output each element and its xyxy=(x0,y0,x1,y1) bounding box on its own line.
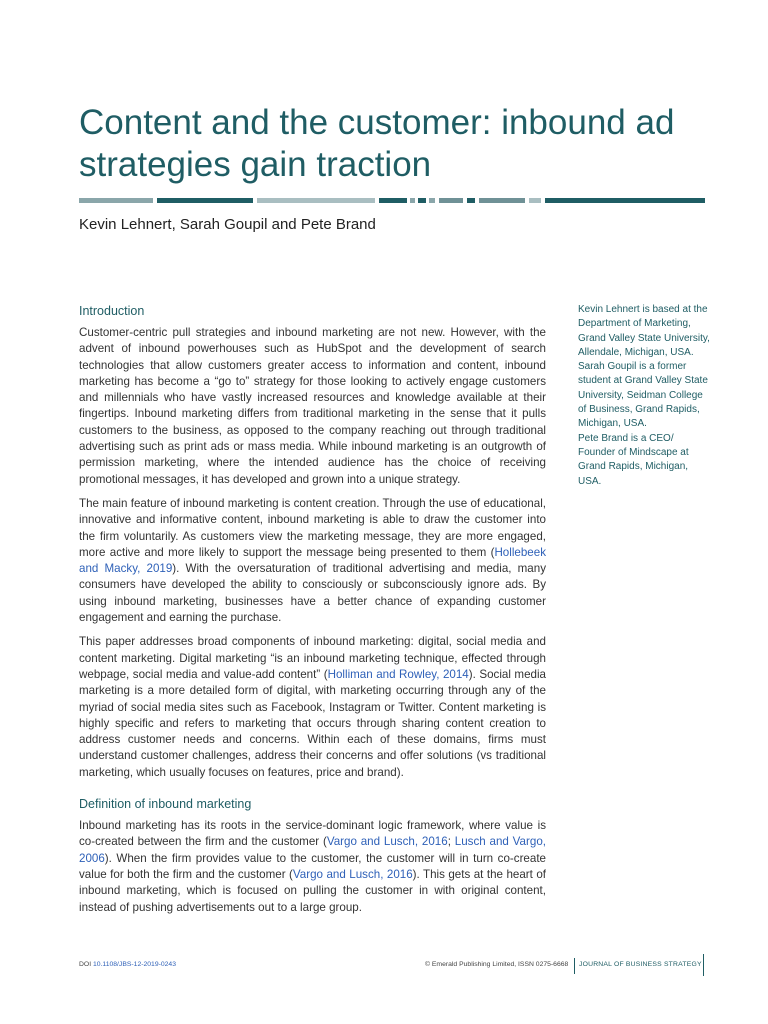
rule-segment xyxy=(467,198,475,203)
page-footer xyxy=(79,958,705,978)
author-bio: Pete Brand is a CEO/ Founder of Mindscape at Grand Rapids, Michigan, USA. xyxy=(578,432,689,487)
rule-segment xyxy=(410,198,415,203)
citation-link[interactable]: Lusch and Vargo, 2006 xyxy=(79,835,546,865)
section-heading-definition: Definition of inbound marketing xyxy=(79,797,252,812)
journal-name: JOURNAL OF BUSINESS STRATEGY xyxy=(579,961,702,968)
paragraph-text: The main feature of inbound marketing is content creation. Through the use of educational, innovative and informative content, inbound marketing is able to draw the customer into the firm voluntarily. As customers view the marketing message, they are more engaged, more active and more likely to support the message being presented to them ( xyxy=(79,496,546,559)
article-title xyxy=(79,102,699,186)
rule-segment xyxy=(429,198,435,203)
paragraph: Customer-centric pull strategies and inbound marketing are not new. However, with the advent of inbound powerhouses such as HubSpot and the development of search technologies that allow customers greater access to information and content, inbound marketing has become a “go to” strategy for those looking to actively engage customers and millennials who have vastly increased resources and knowledge available at their fingertips. Inbound marketing differs from traditional marketing in the sense that it pulls customers to the business, as opposed to the company reaching out through traditional advertising such as print ads or mass media. While inbound marketing is an outgrowth of permission marketing, where the intended audience has the choice of receiving promotional messages, it has developed and grown into a unique strategy. xyxy=(79,326,546,486)
footer-divider xyxy=(703,954,704,976)
rule-segment xyxy=(545,198,705,203)
citation-link[interactable]: Hollebeek and Macky, 2019 xyxy=(79,545,546,576)
rule-segment xyxy=(439,198,463,203)
citation-link[interactable]: Holliman and Rowley, 2014 xyxy=(327,667,469,681)
paragraph xyxy=(79,818,546,916)
title-divider-rule xyxy=(79,198,705,203)
doi-label: DOI xyxy=(79,961,93,968)
rule-segment xyxy=(79,198,153,203)
rule-segment xyxy=(529,198,541,203)
paragraph-text: ). Social media marketing is a more detailed form of digital, with marketing occurring through any of the myriad of social media sites such as Facebook, Instagram or Twitter. Content marketing is highly specific and refers to marketing that occurs through sharing content creation to address customer needs and concerns. Within each of these domains, firms must understand customer challenges, address their concerns and offer solutions (vs traditional marketing, which usually focuses on features, price and brand). xyxy=(79,667,547,779)
paragraph-text: ). This gets at the heart of inbound marketing, which is focused on pulling the customer in with original content, instead of pushing advertisements out to a large group. xyxy=(79,867,546,914)
author-bio: Kevin Lehnert is based at the Department of Marketing, Grand Valley State University, Allendale, Michigan, USA. xyxy=(578,304,710,358)
copyright-notice: © Emerald Publishing Limited, ISSN 0275-6668 xyxy=(425,961,569,968)
doi-link[interactable]: 10.1108/JBS-12-2019-0243 xyxy=(92,961,176,968)
article-title-line-2: strategies gain traction xyxy=(79,145,432,184)
rule-segment xyxy=(379,198,407,203)
section-heading-introduction: Introduction xyxy=(79,304,145,318)
author-list: Kevin Lehnert, Sarah Goupil and Pete Brand xyxy=(79,216,376,233)
paragraph-text: ). When the firm provides value to the customer, the customer will in turn co-create value for both the firm and the customer ( xyxy=(79,851,546,881)
doi xyxy=(79,961,176,968)
paragraph-text: This paper addresses broad components of inbound marketing: digital, social media and content marketing. Digital marketing “is an inbound marketing technique, effected through webpage, social media and value-add content” ( xyxy=(79,635,546,681)
rule-segment xyxy=(479,198,525,203)
footer-divider xyxy=(574,958,575,974)
citation-link[interactable]: Vargo and Lusch, 2016 xyxy=(292,867,413,881)
paragraph-text: Inbound marketing has its roots in the service-dominant logic framework, where value is co-created between the firm and the customer ( xyxy=(79,819,546,849)
citation-link[interactable]: Vargo and Lusch, 2016 xyxy=(326,835,448,849)
paragraph-text: ). With the oversaturation of traditional advertising and media, many consumers have developed the ability to consciously or subconsciously ignore ads. By using inbound marketing, businesses have a better chance of expanding customer engagement and earning the purchase. xyxy=(79,562,547,625)
rule-segment xyxy=(418,198,426,203)
paragraph xyxy=(79,496,546,626)
article-title-line-1: Content and the customer: inbound ad xyxy=(79,103,675,142)
paragraph-text: ; xyxy=(447,835,455,849)
author-bio: Sarah Goupil is a former student at Grand Valley State University, Seidman College of Business, Grand Rapids, Michigan, USA. xyxy=(578,361,708,430)
author-bios xyxy=(578,303,713,489)
paragraph xyxy=(79,634,546,781)
article-body xyxy=(79,303,546,924)
rule-segment xyxy=(257,198,375,203)
rule-segment xyxy=(157,198,253,203)
